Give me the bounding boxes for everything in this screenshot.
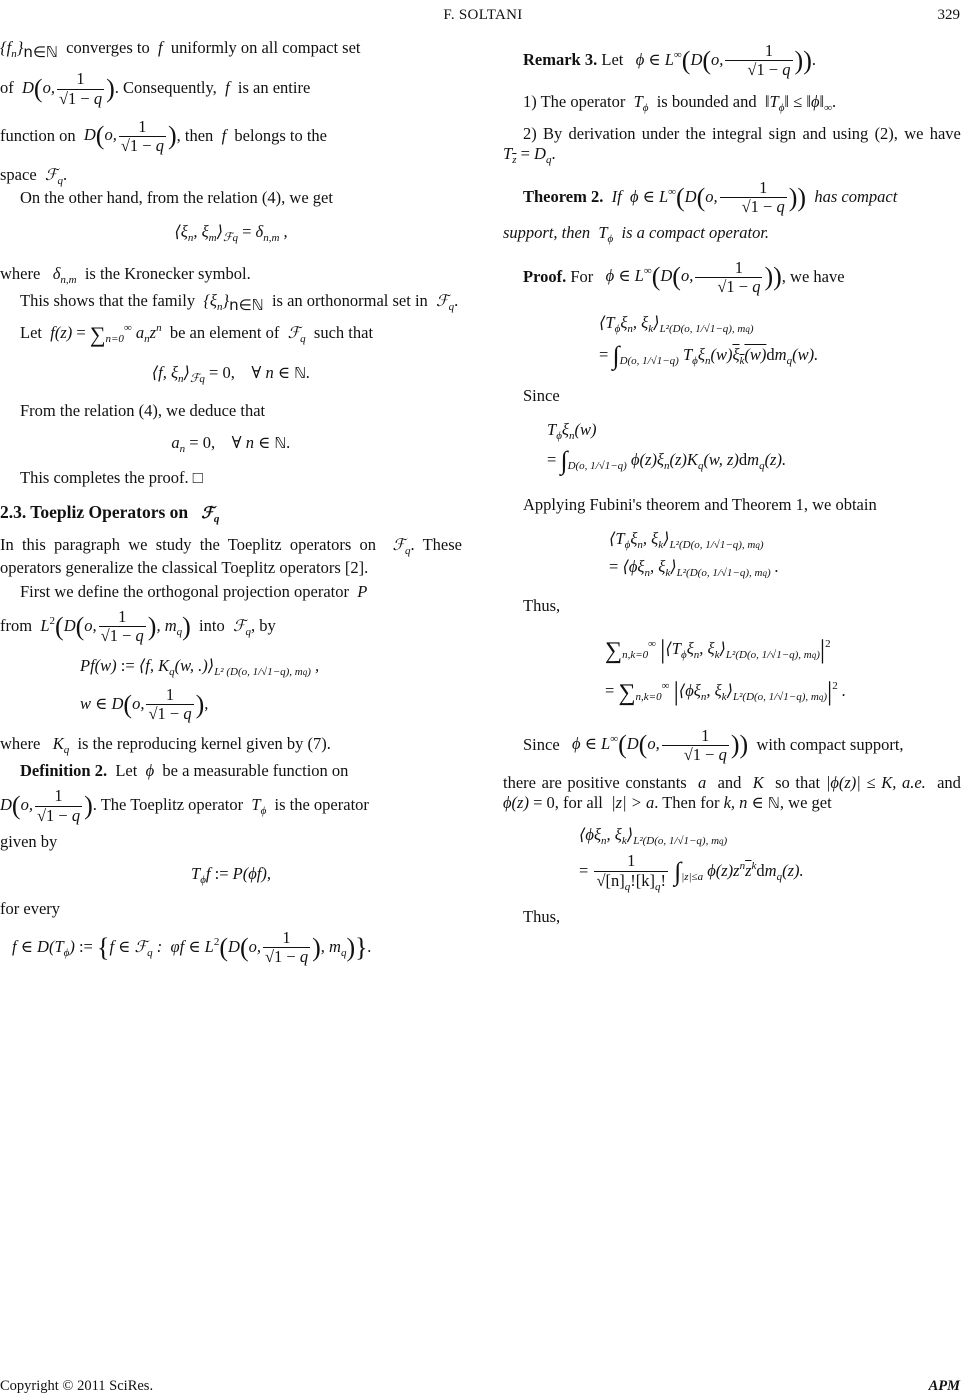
paragraph: there are positive constants a and K so that |ϕ(z)| ≤ K, a.e. and ϕ(z) = 0, for all |z| > a. Then for k, n ∈ ℕ, we get [503, 772, 961, 812]
paragraph: from $L^2(D(o$, $\frac{1}{√1 - q}$ ), $m_q$) into ℱ$_q$, by [0, 607, 276, 646]
equation: Pf(w) := ⟨f, $K_q(w$, $.)⟩_{L^2 (D(o, 1/√1-q), mq)}$ , [80, 656, 320, 679]
paragraph: Since ϕ ∈ L∞(D(o, $\frac{1}{√1 - q}$ )) with compact support, [523, 725, 904, 764]
equation: = $⟨\phi\xi_n$, $\xi_k⟩_{L^2(D(o, 1/√1-q), mq)}$ . [609, 556, 779, 579]
equation: $T_\phi f$ := P(ϕf), [191, 863, 271, 886]
section-heading: 2.3. Toepliz Operators on ℱ$_q$ [0, 502, 220, 526]
equation: $a_n = 0$, ∀ n ∈ ℕ. [171, 432, 291, 455]
paragraph: Applying Fubini's theorem and Theorem 1, we obtain [523, 495, 877, 515]
paragraph: D(o, $\frac{1}{√1 - q}$ ). The Toeplitz operator $T_\phi$ is the operator [0, 786, 369, 825]
paragraph: Thus, [523, 907, 561, 927]
paragraph: 2) By derivation under the integral sign and using (2), we have $T_{\overline{z}} = D_q$. [503, 123, 961, 166]
left-column [0, 38, 462, 967]
paragraph: Proof. For ϕ ∈ L∞(D(o, $\frac{1}{√1 - q}$ )), we have [523, 257, 845, 296]
paragraph: for every [0, 899, 61, 919]
paragraph: space ℱ$_q$. [0, 164, 68, 187]
paragraph: 1) The operator $T_\phi$ is bounded and $‖T_\phi‖$ ≤ $‖\phi‖_\infty$. [523, 92, 837, 115]
journal-abbrev: APM [928, 1378, 960, 1394]
equation: $⟨T_\phi\xi_n$, $\xi_k⟩_{L^2(D(o, 1/√1-q), mq)}$ [599, 312, 754, 335]
paragraph: support, then $T_\phi$ is a compact operator. [503, 223, 770, 246]
paragraph: Remark 3. Let ϕ ∈ L∞(D(o, $\frac{1}{√1 - q}$ )). [523, 41, 816, 80]
paragraph: This completes the proof. □ [20, 468, 203, 488]
equation: $\sum_{n,k=0}^\infty$ $|⟨T_\phi\xi_n$, $\xi_k⟩_{L^2(D(o, 1/√1-q), mq)}|^2$ [605, 635, 831, 665]
paragraph: Since [523, 385, 560, 405]
paragraph: Definition 2. Let ϕ be a measurable function on [20, 761, 349, 781]
equation: = $\sum_{n,k=0}^\infty$ $|⟨\phi\xi_n$, $\xi_k⟩_{L^2(D(o, 1/√1-q), mq)}|^2$ . [605, 677, 846, 707]
equation: w ∈ D(o, $\frac{1}{√1 - q}$ ), [80, 684, 209, 723]
paragraph: Let $f(z) = \sum_{n=0}^\infty$ $a_nz^n$ be an element of ℱ$_q$ such that [20, 322, 374, 348]
running-title: F. SOLTANI [443, 7, 523, 23]
paragraph: where $\delta_{n,m}$ is the Kronecker symbol. [0, 263, 251, 286]
equation: $⟨T_\phi\xi_n$, $\xi_k⟩_{L^2(D(o, 1/√1-q), mq)}$ [609, 529, 764, 552]
equation: $T_\phi\xi_n(w)$ [547, 419, 597, 442]
paragraph: First we define the orthogonal projection operator P [20, 582, 368, 602]
equation: = $\int_{D(o, 1/√1-q)}$ $T_\phi\xi_n(w)\xi_k(w)dm_q(w)$. [599, 341, 819, 371]
paragraph: In this paragraph we study the Toeplitz operators on ℱ$_q$. These operators generalize the classical Toeplitz operators [2]. [0, 534, 462, 578]
paragraph: Thus, [523, 595, 561, 615]
paragraph: From the relation (4), we deduce that [20, 400, 266, 420]
equation: = $\frac{1}{√[n]_q![k]_q!}$ $\int_{|z|\le a}$ $\phi(z)z^n\overline{z}^kdm_q(z)$. [579, 851, 804, 893]
equation: = $\int_{D(o, 1/√1-q)}$ $\phi(z)\xi_n(z)K_q(w$, $z)dm_q(z)$. [547, 446, 787, 476]
paragraph: of D(o, $\frac{1}{√1 - q}$ ). Consequently, f is an entire [0, 69, 311, 108]
paragraph: This shows that the family $\{\xi_n\}n\in ℕ$ is an orthonormal set in ℱ$_q$. [20, 290, 459, 314]
equation: $⟨\phi\xi_n$, $\xi_k⟩_{L^2(D(o, 1/√1-q), mq)}$ [579, 825, 728, 847]
paragraph: $\{f_n\}n\in ℕ$ converges to f uniformly on all compact set [0, 38, 361, 61]
paragraph: given by [0, 831, 58, 851]
equation: ⟨f, $\xi_n⟩_{ℱq} = 0$, ∀ n ∈ ℕ. [151, 363, 311, 386]
right-column [503, 38, 965, 927]
paragraph: where $K_q$ is the reproducing kernel given by (7). [0, 733, 331, 756]
paragraph: On the other hand, from the relation (4), we get [20, 188, 333, 208]
copyright-notice: Copyright © 2011 SciRes. [0, 1378, 154, 1394]
equation: $⟨\xi_n$, $\xi_m⟩_{ℱq} = \delta_{n,m}$ , [174, 222, 288, 245]
equation: f ∈ $D(T_\phi)$ := {f ∈ ℱ$_q$ : φf ∈ $L^2(D(o$, $\frac{1}{√1 - q}$ ), $m_q$)}. [12, 928, 372, 967]
paragraph: function on D(o, $\frac{1}{√1 - q}$ ), then f belongs to the [0, 116, 327, 155]
page-number: 329 [937, 7, 960, 23]
paragraph: Theorem 2. If ϕ ∈ L∞(D(o, $\frac{1}{√1 - q}$ )) has compact [523, 178, 898, 217]
